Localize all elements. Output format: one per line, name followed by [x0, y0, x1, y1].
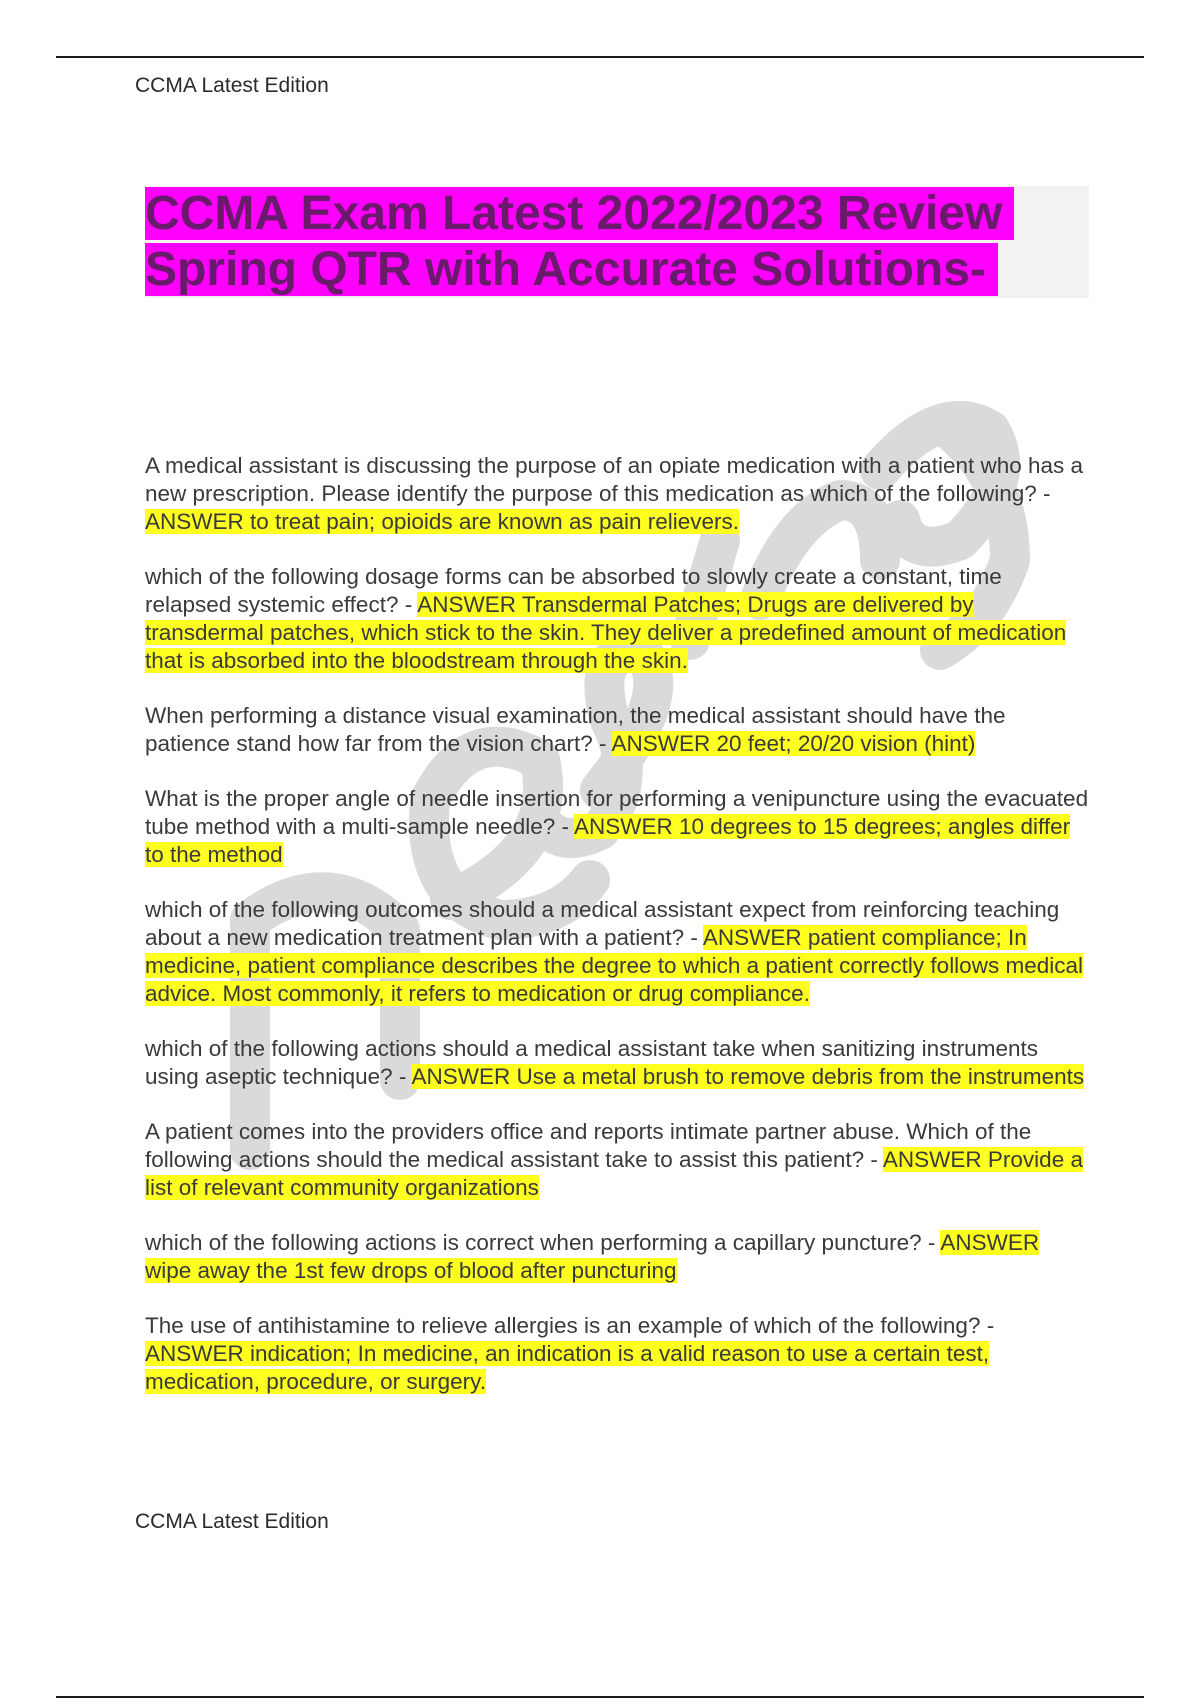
qa-item [145, 785, 1090, 869]
top-rule [56, 56, 1144, 58]
qa-item [145, 1118, 1090, 1202]
question-text: which of the following dosage forms can be absorbed to slowly create a constant, time relapsed systemic effect? - [145, 564, 1002, 617]
answer-text: ANSWER Provide a list of relevant community organizations [145, 1147, 1083, 1200]
title-line-1: CCMA Exam Latest 2022/2023 Review [145, 187, 1014, 240]
question-text: which of the following outcomes should a medical assistant expect from reinforcing teaching about a new medication treatment plan with a patient? - [145, 897, 1060, 950]
qa-item [145, 1312, 1090, 1396]
answer-text: ANSWER to treat pain; opioids are known as pain relievers. [145, 509, 740, 534]
answer-text: ANSWER 20 feet; 20/20 vision (hint) [611, 731, 976, 756]
question-text: A patient comes into the providers office and reports intimate partner abuse. Which of the following actions should the medical assistant take to assist this patient? - [145, 1119, 1032, 1172]
page-footer: CCMA Latest Edition [135, 1510, 329, 1533]
qa-item [145, 702, 1090, 758]
answer-text: ANSWER 10 degrees to 15 degrees; angles differ to the method [145, 814, 1071, 867]
answer-text: ANSWER indication; In medicine, an indication is a valid reason to use a certain test, medication, procedure, or surgery. [145, 1341, 990, 1394]
question-text: A medical assistant is discussing the purpose of an opiate medication with a patient who has a new prescription. Please identify the purpose of this medication as which of the following? - [145, 453, 1084, 506]
answer-text: ANSWER Use a metal brush to remove debris from the instruments [411, 1064, 1085, 1089]
qa-item [145, 452, 1090, 536]
question-text: The use of antihistamine to relieve allergies is an example of which of the following? - [145, 1313, 995, 1338]
answer-text: ANSWER Transdermal Patches; Drugs are delivered by transdermal patches, which stick to the skin. They deliver a predefined amount of medication that is absorbed into the bloodstream through the skin. [145, 592, 1067, 673]
qa-item [145, 563, 1090, 675]
answer-text: ANSWER patient compliance; In medicine, patient compliance describes the degree to which a patient correctly follows medical advice. Most commonly, it refers to medication or drug compliance. [145, 925, 1083, 1006]
qa-list [145, 452, 1090, 1423]
document-title [145, 186, 1075, 298]
question-text: What is the proper angle of needle insertion for performing a venipuncture using the evacuated tube method with a multi-sample needle? - [145, 786, 1089, 839]
question-text: When performing a distance visual examination, the medical assistant should have the patience stand how far from the vision chart? - [145, 703, 1006, 756]
qa-item [145, 896, 1090, 1008]
question-text: which of the following actions is correct when performing a capillary puncture? - [145, 1230, 941, 1255]
qa-item [145, 1035, 1090, 1091]
bottom-rule [56, 1696, 1144, 1698]
title-line-2: Spring QTR with Accurate Solutions- [145, 243, 998, 296]
answer-text: ANSWER wipe away the 1st few drops of blood after puncturing [145, 1230, 1040, 1283]
qa-item [145, 1229, 1090, 1285]
page-header: CCMA Latest Edition [135, 74, 329, 97]
question-text: which of the following actions should a medical assistant take when sanitizing instruments using aseptic technique? - [145, 1036, 1038, 1089]
